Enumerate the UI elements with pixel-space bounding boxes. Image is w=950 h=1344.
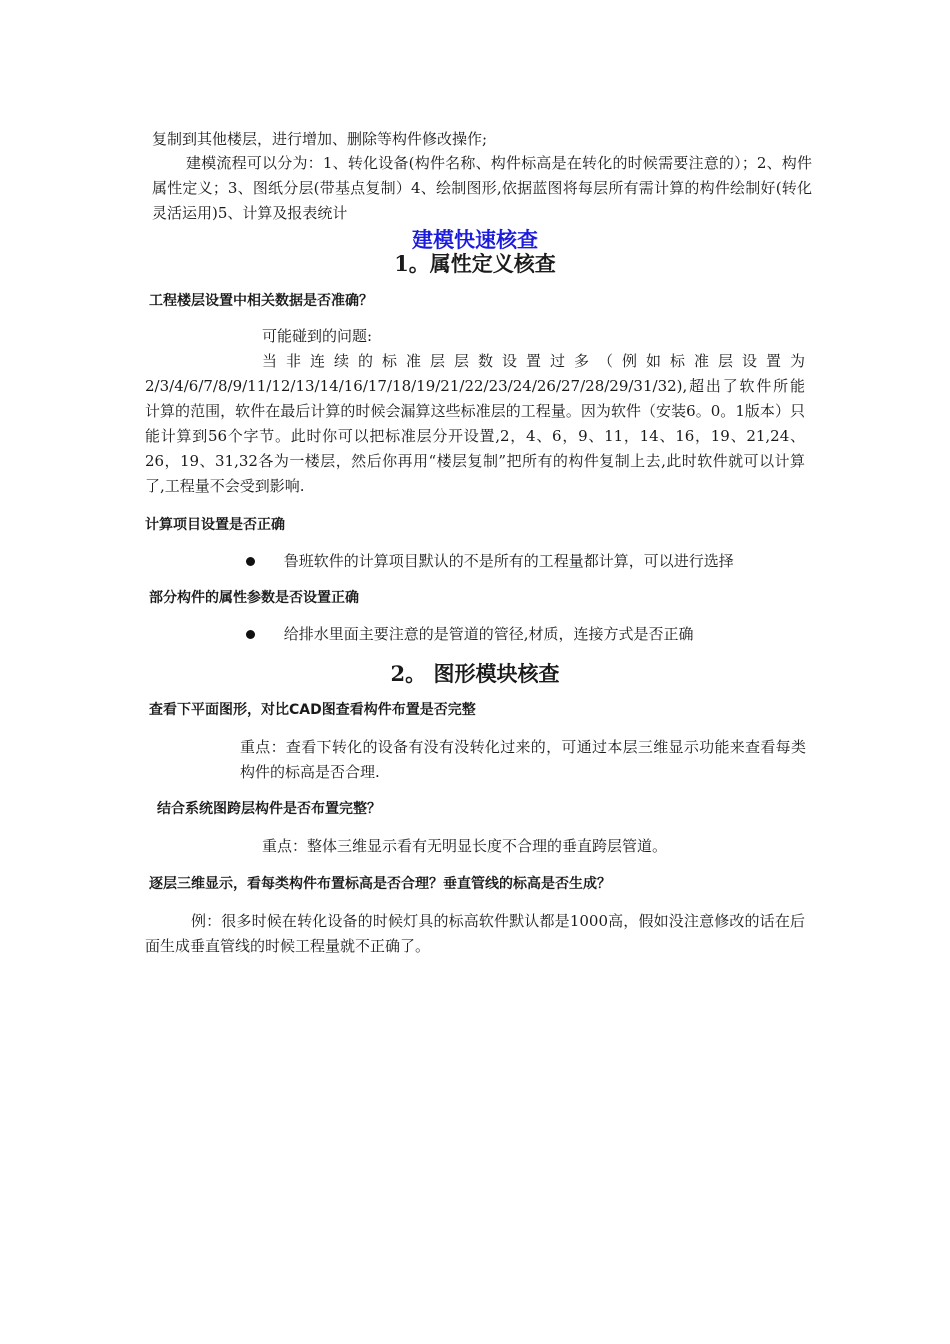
section1-q2-bullet — [246, 549, 734, 574]
section2-q3-text: 例：很多时候在转化设备的时候灯具的标高软件默认都是1000高，假如没注意修改的话在后面生成垂直管线的时候工程量就不正确了。 — [145, 912, 805, 955]
section2-q1-text: 重点：查看下转化的设备有没有没转化过来的，可通过本层三维显示功能来查看每类构件的标高是否合理. — [240, 738, 806, 781]
bullet-text: 给排水里面主要注意的是管道的管径,材质，连接方式是否正确 — [283, 625, 694, 643]
section1-q3-bullet — [246, 622, 694, 647]
section1-q2: 计算项目设置是否正确 — [145, 517, 285, 533]
section2-q2: 结合系统图跨层构件是否布置完整？ — [157, 801, 381, 817]
intro-line: 复制到其他楼层，进行增加、删除等构件修改操作; — [152, 130, 488, 148]
main-title: 建模快速核查 — [412, 228, 538, 252]
bullet-dot-icon — [246, 557, 255, 566]
section1-q1: 工程楼层设置中相关数据是否准确？ — [149, 293, 373, 309]
section1-heading: 1。属性定义核查 — [394, 251, 556, 276]
section2-heading: 2。 图形模块核查 — [390, 661, 560, 686]
section2-q1: 查看下平面图形，对比CAD图查看构件布置是否完整 — [149, 702, 476, 718]
section1-q1-label: 可能碰到的问题: — [262, 327, 373, 345]
intro-paragraph: 建模流程可以分为：1、转化设备(构件名称、构件标高是在转化的时候需要注意的）；2、构件属性定义；3、图纸分层(带基点复制）4、绘制图形,依据蓝图将每层所有需计算的构件绘制好(转化灵活运用)5、计算及报表统计 — [152, 154, 812, 222]
section1-q1-text: 当非连续的标准层层数设置过多（例如标准层设置为2/3/4/6/7/8/9/11/12/13/14/16/17/18/19/21/22/23/24/26/27/28/29/31/32),超出了软件所能计算的范围，软件在最后计算的时候会漏算这些标准层的工程量。因为软件（安装6。0。1版本）只能计算到56个字节。此时你可以把标准层分开设置,2，4、6，9、11，14、16，19、21,24、26，19、31,32各为一楼层，然后你再用“楼层复制”把所有的构件复制上去,此时软件就可以计算了,工程量不会受到影响. — [145, 352, 805, 495]
section2-q2-text: 重点：整体三维显示看有无明显长度不合理的垂直跨层管道。 — [262, 837, 668, 855]
bullet-text: 鲁班软件的计算项目默认的不是所有的工程量都计算，可以进行选择 — [283, 552, 734, 570]
bullet-dot-icon — [246, 630, 255, 639]
section1-q3: 部分构件的属性参数是否设置正确 — [149, 590, 359, 606]
section2-q3: 逐层三维显示，看每类构件布置标高是否合理？垂直管线的标高是否生成？ — [149, 876, 611, 892]
